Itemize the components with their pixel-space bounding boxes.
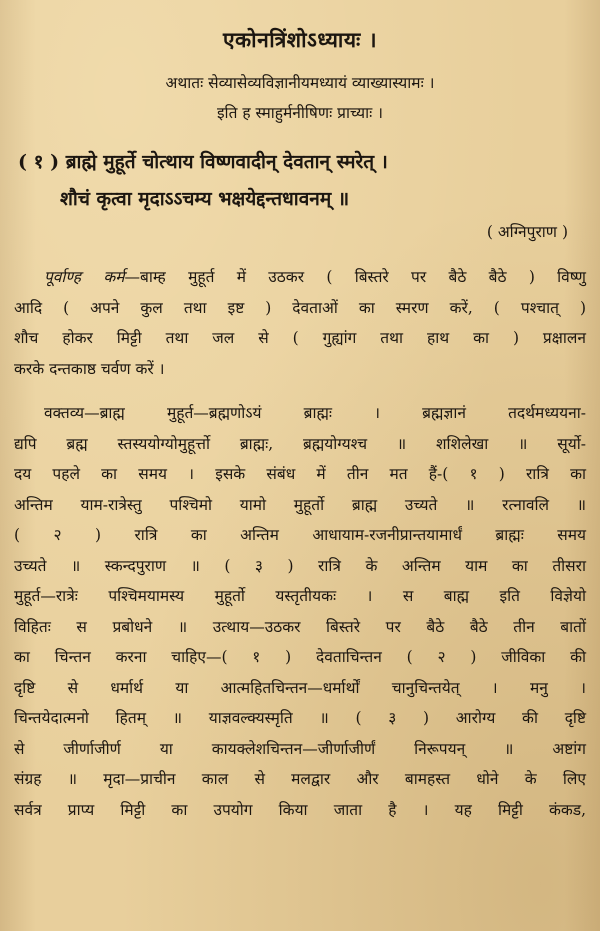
- paragraph-line: वक्तव्य—ब्राह्म मुहूर्त—ब्रह्मणोऽयं ब्राह्मः । ब्रह्मज्ञानं तदर्थमध्ययना-: [44, 404, 586, 422]
- paragraph-line: अन्तिम याम-रात्रेस्तु पश्चिमो यामो मुहूर्तो ब्राह्म उच्यते ॥ रत्नावलि ॥: [14, 495, 586, 514]
- sanskrit-verse: [14, 144, 586, 218]
- intro-line-1: अथातः सेव्यासेव्यविज्ञानीयमध्यायं व्याख्यास्यामः ।: [165, 74, 435, 92]
- verse-line-1: ( १ ) ब्राह्मे मुहूर्ते चोत्थाय विष्णवादीन् देवतान् स्मरेत् ।: [18, 151, 388, 173]
- paragraph-line: सर्वत्र प्राप्य मिट्टी का उपयोग किया जाता है । यह मिट्टी कंकड,: [14, 800, 586, 819]
- paragraph-label: वक्तव्य: [44, 404, 85, 422]
- paragraph-line: मुहूर्त—रात्रेः पश्चिमयामस्य मुहूर्तो यस्तृतीयकः । स बाह्म इति विज्ञेयो: [14, 587, 586, 605]
- paragraph-line: करके दन्तकाष्ठ चर्वण करें ।: [14, 359, 165, 378]
- chapter-intro: [14, 68, 586, 128]
- paragraph-line: ( २ ) रात्रि का अन्तिम आधायाम-रजनीप्रान्तयामार्धं ब्राह्मः समय: [14, 526, 586, 544]
- paragraph-line: विहितः स प्रबोधने ॥ उत्थाय—उठकर बिस्तरे पर बैठे बैठे तीन बातों: [14, 617, 586, 636]
- paragraph-vaktavya: [14, 398, 586, 825]
- paragraph-line: पूर्वाण्ह कर्म—बाम्ह मुहूर्त में उठकर ( बिस्तरे पर बैठे बैठे ) विष्णु: [44, 268, 586, 286]
- paragraph-line: का चिन्तन करना चाहिए—( १ ) देवताचिन्तन ( २ ) जीविका की: [14, 648, 586, 666]
- paragraph-line: शौच होकर मिट्टी तथा जल से ( गुह्यांग तथा हाथ का ) प्रक्षालन: [14, 329, 586, 347]
- paragraph-label: पूर्वाण्ह कर्म: [44, 268, 125, 286]
- paragraph-line: उच्यते ॥ स्कन्दपुराण ॥ ( ३ ) रात्रि के अन्तिम याम का तीसरा: [14, 556, 586, 575]
- paragraph-line: संग्रह ॥ मृदा—प्राचीन काल से मलद्वार और बामहस्त धोने के लिए: [14, 770, 586, 788]
- paragraph-line: दृष्टि से धर्मार्थ या आत्महितचिन्तन—धर्मार्थों चानुचिन्तयेत् । मनु ।: [14, 678, 586, 697]
- paragraph-line: दय पहले का समय । इसके संबंध में तीन मत हैं-( १ ) रात्रि का: [14, 465, 586, 483]
- paragraph-purvanha-karma: [14, 262, 586, 384]
- paragraph-line: द्यपि ब्रह्म स्तस्ययोग्योमुहूर्त्तो ब्राह्मः, ब्रह्मयोग्यश्च ॥ शशिलेखा ॥ सूर्यो-: [14, 434, 586, 453]
- paragraph-line: आदि ( अपने कुल तथा इष्ट ) देवताओं का स्मरण करें, ( पश्चात् ): [14, 298, 586, 317]
- verse-line-2: शौचं कृत्वा मृदाऽऽचम्य भक्षयेद्दन्तधावनम् ॥: [60, 188, 350, 210]
- verse-source: ( अग्निपुराण ): [486, 223, 568, 241]
- intro-line-2: इति ह स्माहुर्मनीषिणः प्राच्याः ।: [216, 104, 384, 122]
- paragraph-line: से जीर्णाजीर्ण या कायक्लेशचिन्तन—जीर्णाजीर्णं निरूपयन् ॥ अष्टांग: [14, 739, 586, 758]
- paragraph-line: चिन्तयेदात्मनो हितम् ॥ याज्ञवल्क्यस्मृति ॥ ( ३ ) आरोग्य की दृष्टि: [14, 709, 586, 727]
- chapter-title: एकोनत्रिंशोऽध्यायः ।: [222, 27, 378, 52]
